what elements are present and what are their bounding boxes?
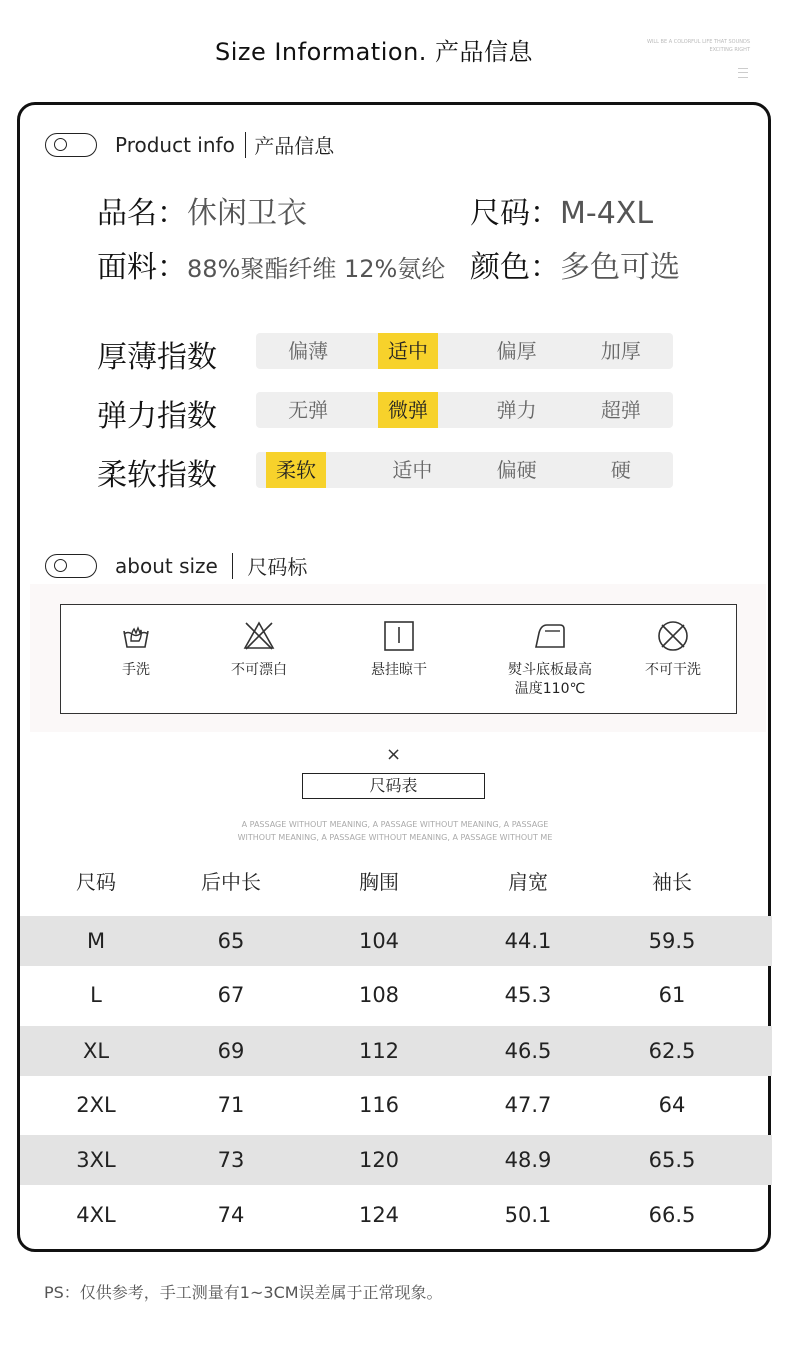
section-title-en: Product info: [115, 132, 235, 157]
about-size-header: [45, 551, 307, 580]
line-dry-icon: [382, 619, 416, 653]
table-cell: L: [90, 983, 102, 1007]
index-option: 适中: [392, 458, 433, 482]
fabric-label: 面料：: [97, 250, 187, 285]
table-cell: 120: [358, 1148, 400, 1172]
table-cell: 69: [217, 1039, 245, 1063]
color-row: [470, 242, 680, 286]
table-cell: 73: [217, 1148, 245, 1172]
index-option: 无弹: [288, 398, 329, 422]
table-cell: 65: [217, 929, 245, 953]
table-cell: 112: [358, 1039, 400, 1063]
no-dry-clean-icon: [656, 619, 690, 653]
table-cell: 104: [358, 929, 400, 953]
table-header-back-length: 后中长: [201, 870, 261, 894]
care-label: 不可漂白: [231, 662, 287, 678]
table-row: [20, 916, 772, 966]
table-cell: 108: [358, 983, 400, 1007]
table-cell: 64: [658, 1093, 686, 1117]
section-title-en: about size: [115, 553, 218, 578]
decorative-caption: [600, 38, 750, 54]
close-icon: ×: [386, 744, 402, 765]
table-cell: 50.1: [504, 1203, 552, 1227]
elasticity-index-bar: [256, 392, 673, 428]
product-name-row: [97, 188, 307, 232]
table-cell: 67: [217, 983, 245, 1007]
table-header-sleeve: 袖长: [652, 870, 692, 894]
table-cell: 46.5: [504, 1039, 552, 1063]
table-cell: 74: [217, 1203, 245, 1227]
product-info-header: [45, 130, 334, 159]
table-cell: 45.3: [504, 983, 552, 1007]
table-cell: 61: [658, 983, 686, 1007]
footer-note: PS：仅供参考，手工测量有1~3CM误差属于正常现象。: [44, 1283, 443, 1302]
care-item-line-dry: [344, 605, 454, 680]
care-instructions-box: [60, 604, 737, 714]
fabric-row: [97, 242, 445, 286]
care-item-no-dry-clean: [618, 605, 728, 680]
elasticity-index-label: 弹力指数: [97, 399, 217, 434]
table-cell: 4XL: [76, 1203, 116, 1227]
table-row: [20, 1190, 772, 1240]
product-name-value: 休闲卫衣: [187, 196, 307, 231]
care-label: 不可干洗: [645, 662, 701, 678]
index-option: 柔软: [266, 452, 326, 488]
table-header-shoulder: 肩宽: [508, 870, 548, 894]
table-cell: 62.5: [648, 1039, 696, 1063]
index-option: 偏厚: [496, 339, 537, 363]
table-row: [20, 1080, 772, 1130]
menu-lines-icon: [738, 68, 748, 78]
toggle-pill-icon: [45, 554, 97, 578]
table-cell: 124: [358, 1203, 400, 1227]
divider: [245, 132, 247, 158]
table-header-size: 尺码: [76, 870, 116, 894]
decorative-caption-line-2: EXCITING RIGHT: [709, 47, 750, 53]
table-row: [20, 1026, 772, 1076]
table-cell: 47.7: [504, 1093, 552, 1117]
section-title-cn: 产品信息: [254, 134, 335, 158]
index-option: 加厚: [600, 339, 641, 363]
softness-index-bar: [256, 452, 673, 488]
fabric-value: 88%聚酯纤维 12%氨纶: [187, 255, 446, 283]
softness-index-label: 柔软指数: [97, 458, 217, 493]
care-item-hand-wash: [81, 605, 191, 680]
table-cell: 66.5: [648, 1203, 696, 1227]
table-cell: 2XL: [76, 1093, 116, 1117]
table-cell: XL: [82, 1039, 110, 1063]
size-table-title: 尺码表: [302, 773, 485, 799]
size-range-value: M-4XL: [560, 196, 654, 231]
care-label: 手洗: [122, 662, 150, 678]
index-option: 适中: [378, 333, 438, 369]
page-title: Size Information. 产品信息: [214, 38, 534, 66]
divider: [232, 553, 234, 579]
table-cell: 3XL: [76, 1148, 116, 1172]
section-title-cn: 尺码标: [247, 555, 308, 579]
care-item-no-bleach: [204, 605, 314, 680]
care-label: 悬挂晾干: [371, 662, 427, 678]
size-range-label: 尺码：: [470, 196, 560, 231]
table-cell: M: [86, 929, 106, 953]
care-item-iron: [485, 605, 615, 699]
table-cell: 48.9: [504, 1148, 552, 1172]
product-name-label: 品名：: [97, 196, 187, 231]
index-option: 偏硬: [496, 458, 537, 482]
table-cell: 44.1: [504, 929, 552, 953]
index-option: 硬: [610, 458, 631, 482]
color-value: 多色可选: [560, 250, 680, 285]
table-cell: 59.5: [648, 929, 696, 953]
index-option: 弹力: [496, 398, 537, 422]
size-range-row: [470, 188, 653, 232]
color-label: 颜色：: [470, 250, 560, 285]
table-row: [20, 970, 772, 1020]
thickness-index-label: 厚薄指数: [97, 340, 217, 375]
index-option: 偏薄: [288, 339, 329, 363]
table-cell: 71: [217, 1093, 245, 1117]
care-label: 熨斗底板最高 温度110℃: [508, 662, 592, 697]
table-row: [20, 1135, 772, 1185]
index-option: 超弹: [600, 398, 641, 422]
table-cell: 116: [358, 1093, 400, 1117]
no-bleach-icon: [242, 619, 276, 653]
hand-wash-icon: [119, 619, 153, 653]
iron-icon: [533, 619, 567, 653]
toggle-pill-icon: [45, 133, 97, 157]
table-header-chest: 胸围: [359, 870, 399, 894]
index-option: 微弹: [378, 392, 438, 428]
placeholder-caption: A PASSAGE WITHOUT MEANING, A PASSAGE WITHOUT MEANING, A PASSAGE WITHOUT MEANING, A PASSAGE WITHOUT MEANING, A PASSAGE WITHOUT ME: [237, 820, 553, 842]
decorative-caption-line-1: WILL BE A COLORFUL LIFE THAT SOUNDS: [646, 39, 750, 45]
table-cell: 65.5: [648, 1148, 696, 1172]
thickness-index-bar: [256, 333, 673, 369]
